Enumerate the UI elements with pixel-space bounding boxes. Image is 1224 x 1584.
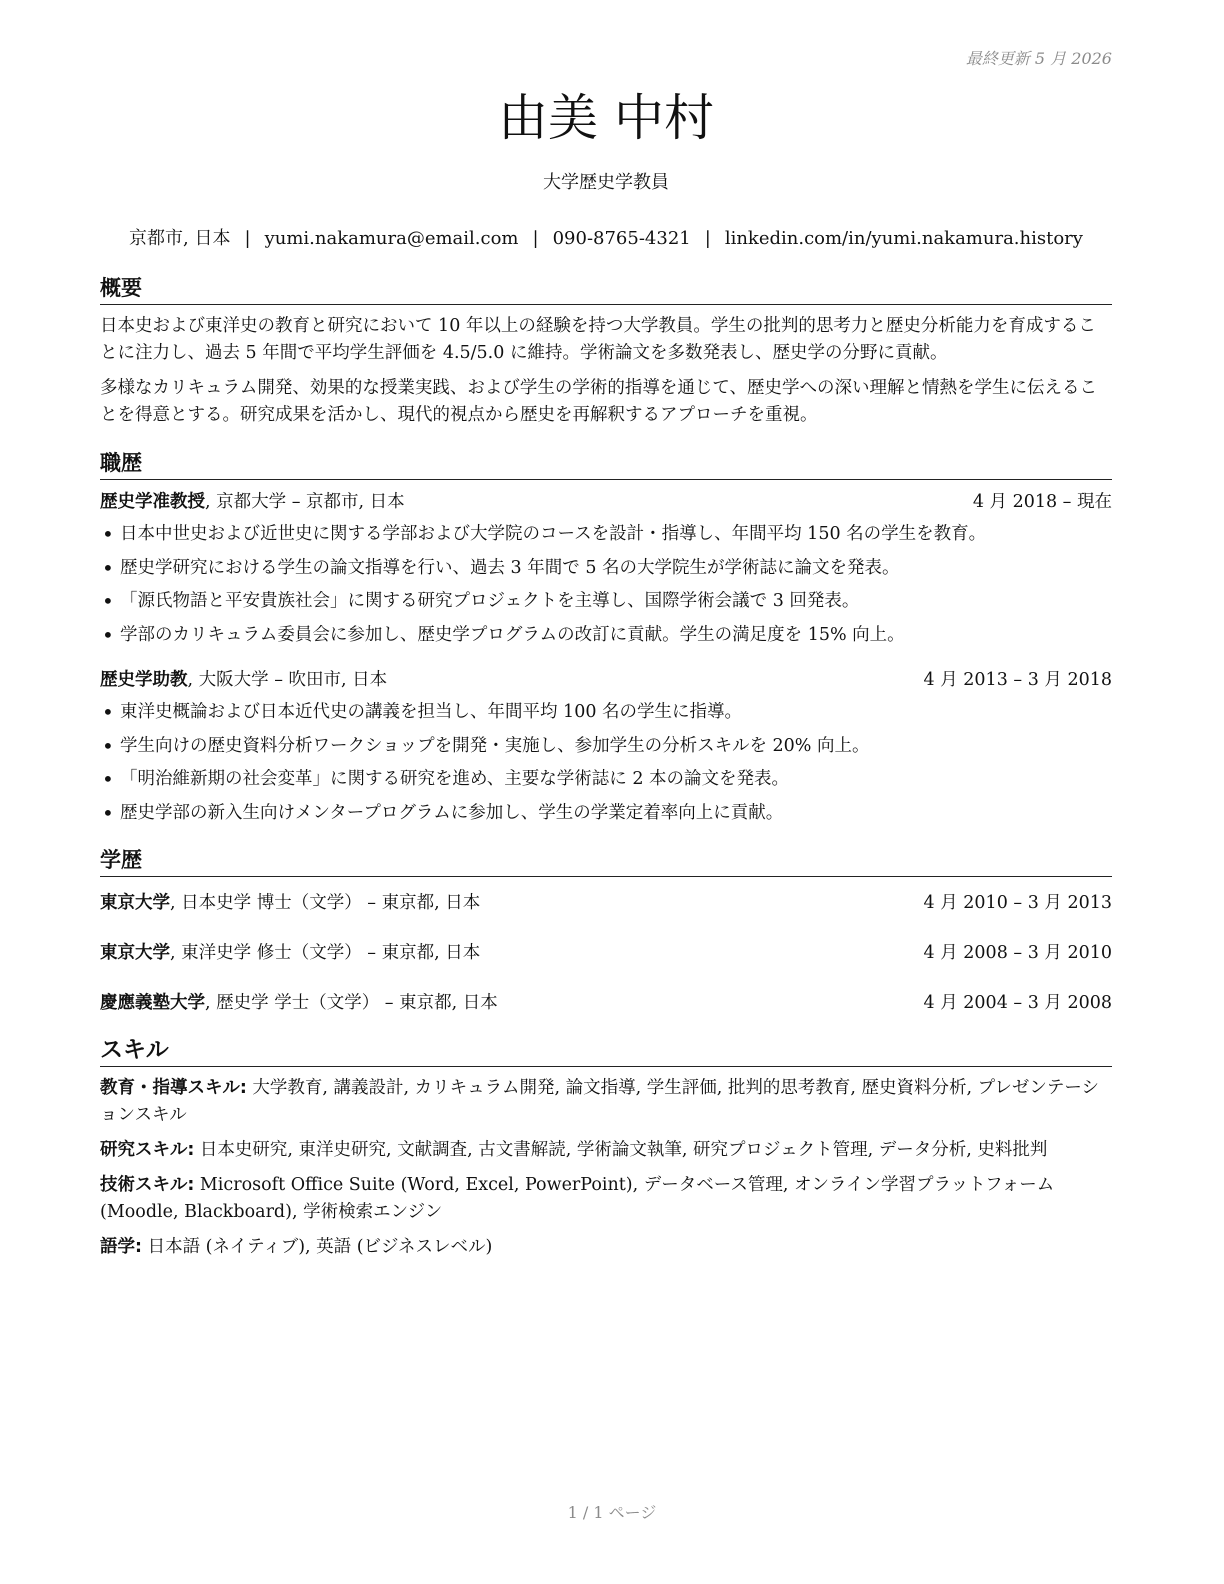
skill-text: 大学教育, 講義設計, カリキュラム開発, 論文指導, 学生評価, 批判的思考教育, 歴史資料分析, プレゼンテーションスキル xyxy=(100,1078,1100,1125)
job-role: 歴史学助教 xyxy=(100,670,188,690)
person-name: 由美 中村 xyxy=(498,89,714,147)
summary-heading: 概要 xyxy=(100,272,1112,305)
education-entry xyxy=(100,989,1112,1017)
skill-label: 語学: xyxy=(100,1237,142,1257)
job-bullet: • 日本中世史および近世史に関する学部および大学院のコースを設計・指導し、年間平均 150 名の学生を教育。 xyxy=(100,518,1112,552)
contact-separator: | xyxy=(244,228,251,249)
education-school: 東京大学 xyxy=(100,943,170,963)
contact-linkedin[interactable]: linkedin.com/in/yumi.nakamura.history xyxy=(724,228,1083,249)
job-bullet: • 歴史学部の新入生向けメンタープログラムに参加し、学生の学業定着率向上に貢献。 xyxy=(100,797,1112,831)
education-school: 慶應義塾大学 xyxy=(100,993,205,1013)
job-organization: , 大阪大学 – 吹田市, 日本 xyxy=(187,670,388,690)
job-bullet: • 「源氏物語と平安貴族社会」に関する研究プロジェクトを主導し、国際学術会議で 3 回発表。 xyxy=(100,585,1112,619)
skill-item xyxy=(100,1137,1112,1164)
job-dates: 4 月 2013 – 3 月 2018 xyxy=(923,670,1112,690)
job-entry xyxy=(100,666,1112,830)
summary-paragraph: 多様なカリキュラム開発、効果的な授業実践、および学生の学術的指導を通じて、歴史学への深い理解と情熱を学生に伝えることを得意とする。研究成果を活かし、現代的視点から歴史を再解釈するアプローチを重視。 xyxy=(100,378,1097,425)
job-bullet: • 学部のカリキュラム委員会に参加し、歴史学プログラムの改訂に貢献。学生の満足度を 15% 向上。 xyxy=(100,619,1112,653)
page-indicator: 1 / 1 ページ xyxy=(567,1503,657,1522)
job-bullet: • 東洋史概論および日本近代史の講義を担当し、年間平均 100 名の学生に指導。 xyxy=(100,696,1112,730)
skill-label: 技術スキル: xyxy=(100,1175,195,1195)
job-dates: 4 月 2018 – 現在 xyxy=(972,492,1112,512)
skill-text: Microsoft Office Suite (Word, Excel, PowerPoint), データベース管理, オンライン学習プラットフォーム (Moodle, Blackboard), 学術検索エンジン xyxy=(100,1175,1055,1222)
education-entry xyxy=(100,889,1112,917)
skill-item xyxy=(100,1075,1112,1129)
contact-separator: | xyxy=(532,228,539,249)
education-dates: 4 月 2008 – 3 月 2010 xyxy=(923,943,1112,963)
contact-location: 京都市, 日本 xyxy=(129,228,231,249)
job-bullets xyxy=(100,518,1112,652)
job-bullet: • 「明治維新期の社会変革」に関する研究を進め、主要な学術誌に 2 本の論文を発表。 xyxy=(100,763,1112,797)
skill-label: 教育・指導スキル: xyxy=(100,1078,247,1098)
contact-email[interactable]: yumi.nakamura@email.com xyxy=(264,228,519,249)
job-entry xyxy=(100,488,1112,652)
education-heading: 学歴 xyxy=(100,844,1112,877)
skill-item xyxy=(100,1234,1112,1261)
skill-text: 日本語 (ネイティブ), 英語 (ビジネスレベル) xyxy=(142,1237,493,1257)
contact-phone[interactable]: 090-8765-4321 xyxy=(552,228,691,249)
education-entry xyxy=(100,939,1112,967)
skill-text: 日本史研究, 東洋史研究, 文献調査, 古文書解読, 学術論文執筆, 研究プロジェクト管理, データ分析, 史料批判 xyxy=(194,1140,1048,1160)
job-header xyxy=(100,666,1112,694)
contact-line xyxy=(100,224,1112,250)
job-bullet: • 歴史学研究における学生の論文指導を行い、過去 3 年間で 5 名の大学院生が学術誌に論文を発表。 xyxy=(100,552,1112,586)
job-bullets xyxy=(100,696,1112,830)
job-organization: , 京都大学 – 京都市, 日本 xyxy=(205,492,405,512)
education-detail: , 歴史学 学士（文学） – 東京都, 日本 xyxy=(205,993,498,1013)
experience-heading: 職歴 xyxy=(100,447,1112,480)
education-school: 東京大学 xyxy=(100,893,170,913)
job-bullet: • 学生向けの歴史資料分析ワークショップを開発・実施し、参加学生の分析スキルを 20% 向上。 xyxy=(100,730,1112,764)
skills-heading: スキル xyxy=(100,1031,1112,1067)
job-header xyxy=(100,488,1112,516)
skill-label: 研究スキル: xyxy=(100,1140,195,1160)
skill-item xyxy=(100,1172,1112,1226)
education-dates: 4 月 2010 – 3 月 2013 xyxy=(923,893,1112,913)
summary-paragraph: 日本史および東洋史の教育と研究において 10 年以上の経験を持つ大学教員。学生の批判的思考力と歴史分析能力を育成することに注力し、過去 5 年間で平均学生評価を 4.5/5.0 に維持。学術論文を多数発表し、歴史学の分野に貢献。 xyxy=(100,316,1096,363)
contact-separator: | xyxy=(704,228,711,249)
job-role: 歴史学准教授 xyxy=(100,492,205,512)
last-updated: 最終更新 5 月 2026 xyxy=(965,49,1112,68)
job-title: 大学歴史学教員 xyxy=(543,172,669,193)
education-detail: , 日本史学 博士（文学） – 東京都, 日本 xyxy=(170,893,481,913)
education-dates: 4 月 2004 – 3 月 2008 xyxy=(923,993,1112,1013)
education-detail: , 東洋史学 修士（文学） – 東京都, 日本 xyxy=(170,943,481,963)
